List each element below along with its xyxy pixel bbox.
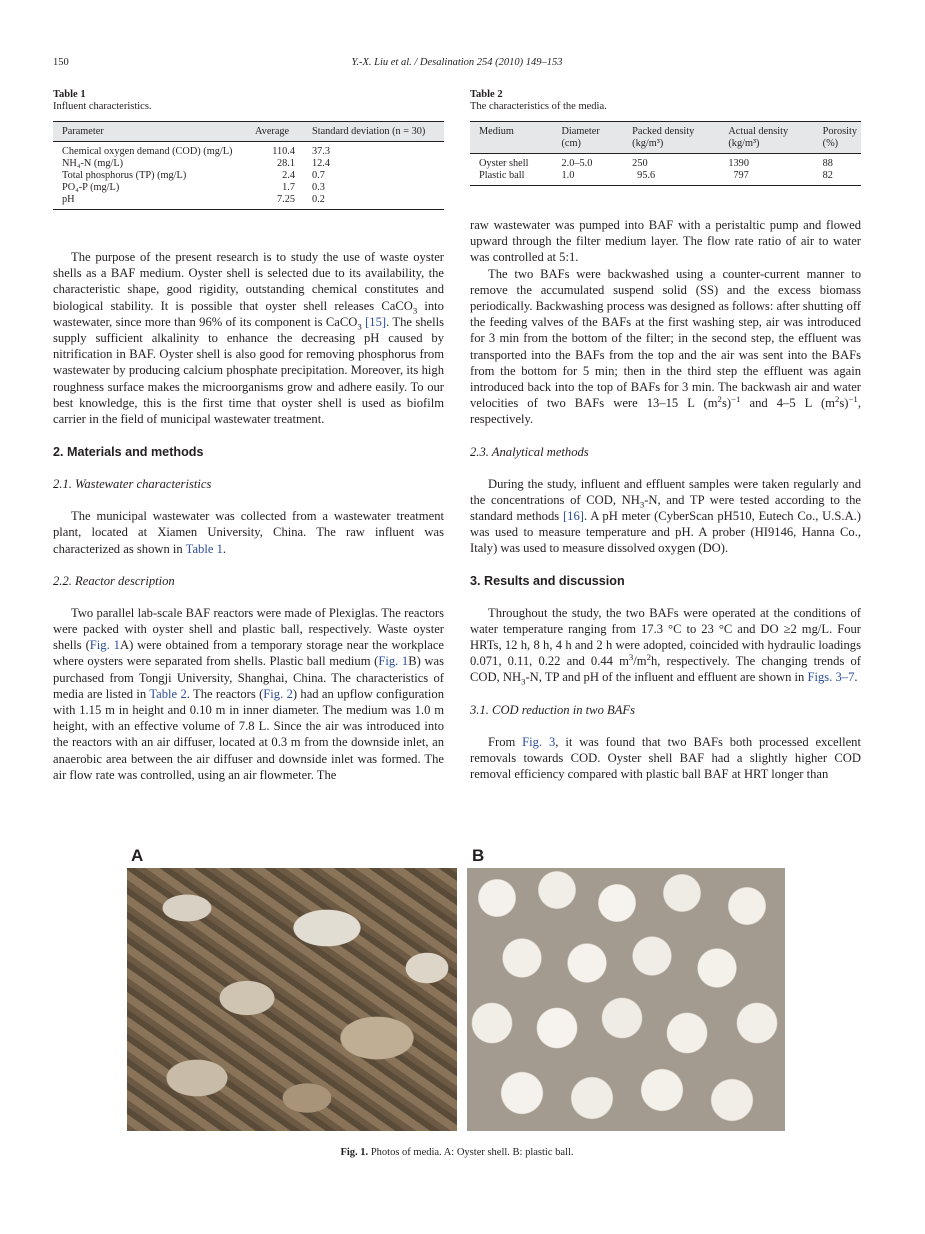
table2-col-medium [470,122,552,154]
table-cell: 250 [632,158,648,169]
text-run: A) were obtained from a temporary storage near the workplace where oysters were separated from shells. Plastic ball medium ( [53,638,444,669]
table1-header-row [53,122,444,142]
table-row [470,170,861,186]
superscript: 2 [717,394,722,405]
header-text: Diameter [561,126,600,137]
text-run: h, respectively. The changing trends of COD, NH [470,654,861,685]
text-run: The purpose of the present research is to study the use of waste oyster shells as a BAF medium. Oyster shell is selected due to its availability, the characteristic shape, good rigidity, outstanding chemical constitutes and biological stability. It is possible that oyster shell releases CaCO [53,250,444,313]
table1-col-average: Average [246,122,303,142]
table2-title: The characteristics of the media. [470,101,607,112]
table2-col-diameter [552,122,623,154]
text-run: The municipal wastewater was collected from a wastewater treatment plant, located at Xiamen University, China. The raw influent was characterized as shown in [53,509,444,556]
table-cell: 82 [814,170,861,186]
table-cell: NH₄-N (mg/L) [62,158,124,169]
running-title: Y.-X. Liu et al. / Desalination 254 (2010) 149–153 [351,57,563,68]
table2-header-row [470,122,861,154]
page-header [53,57,861,71]
table-cell: Chemical oxygen demand (COD) (mg/L) [62,146,233,157]
text-run: -N, and TP were tested according to the standard methods [470,492,861,524]
table-row [53,158,444,170]
subsection-heading-2-2: 2.2. Reactor description [53,573,175,588]
panel-label-b: B [472,846,485,865]
table-cell: 1390 [728,158,749,169]
header-text: Actual density [728,126,789,137]
table1-title: Influent characteristics. [53,101,152,112]
table1-col-parameter: Parameter [53,122,246,142]
subscript: 3 [639,499,645,510]
paragraph-3-1 [470,734,861,783]
table-cell: 2.0–5.0 [561,158,593,169]
table2-label: Table 2 [470,89,503,100]
table-row [53,142,444,159]
text-run: s) [839,396,849,411]
paragraph-2-1 [53,508,444,557]
superscript: 3 [628,652,634,663]
text-run: ) had an upflow configuration with 1.15 m in height and 0.10 m in inner diameter. The medium was 1.0 m height, with an effective volume of 7.8 L. Since the air was introduced into the reactors with an air diffuser, located at 0.3 m from the downside inlet, an anaerobic area between the air diffuser and downside inlet was formed. The air flow rate was controlled, using an air flowmeter. The [53,686,444,782]
header-unit: (kg/m³) [728,138,760,149]
text-run: /m [633,654,647,669]
superscript: −1 [731,394,741,405]
intro-paragraph [53,249,444,427]
table-cell: 28.1 [276,158,295,169]
text-run: -N, TP and pH of the influent and effluent are shown in [525,670,808,685]
subsection-heading-3-1: 3.1. COD reduction in two BAFs [470,702,635,717]
subsection-heading-2-1: 2.1. Wastewater characteristics [53,477,212,492]
table-cell: 797 [719,170,813,186]
subscript: 3 [357,321,362,332]
fig1-link[interactable]: Fig. 1 [89,638,120,653]
oyster-shell-photo [127,868,457,1131]
header-text: Medium [479,126,514,137]
text-run: Throughout the study, the two BAFs were operated at the conditions of water temperature ranging from 17.3 °C to 23 °C and DO ≥2 mg/L. Four HRTs, 12 h, 8 h, 4 h and 2 h were adopted, coincided with hydraulic loadings 0.071, 0.11, 0.22 and 0.44 m [470,605,861,669]
subsection-heading-2-3: 2.3. Analytical methods [470,444,589,459]
text-run: and 4–5 L (m [740,396,835,411]
table-cell: 95.6 [623,170,719,186]
table-cell: 0.3 [312,182,325,193]
table-cell: 7.25 [246,194,303,210]
text-run: , it was found that two BAFs both processed excellent removals towards COD. Oyster shell BAF had a slightly higher COD removal efficiency compared with plastic ball BAF at HRT longer than [470,734,861,782]
text-run: . A pH meter (CyberScan pH510, Eutech Co., U.S.A.) was used to measure temperature and pH. A prober (HI9146, Hanna Co., Italy) was used to measure dissolved oxygen (DO). [470,509,862,556]
table1-col-sd: Standard deviation (n = 30) [303,122,444,142]
table-cell: 37.3 [312,146,331,157]
table-cell: 88 [822,158,833,169]
table2-col-porosity [814,122,861,154]
section-heading-3: 3. Results and discussion [470,573,625,588]
table2-caption [470,89,861,113]
superscript: 2 [646,652,651,663]
table-row [53,182,444,194]
superscript: 2 [834,394,840,405]
text-run: During the study, influent and effluent samples were taken regularly and the concentrations of COD, NH [470,476,861,507]
fig1b-link[interactable]: Fig. 1 [378,654,409,669]
text-run: . The shells supply sufficient alkalinity to enhance the decreasing pH caused by nitrification in BAF. Oyster shell is also good for removing phosphorus from wastewater by producing calcium phosphate precipitation. Moreover, its high roughness surface makes the microorganisms grow and adhere easily. To our best knowledge, this is the first time that oyster shell is used as biofilm carrier in the field of municipal wastewater treatment. [53,314,445,427]
paragraph-2-3 [470,476,861,557]
table1-block [53,89,444,210]
table-cell: 0.7 [312,170,325,181]
figure-1 [127,846,785,1131]
table1-caption [53,89,444,113]
table1 [53,121,444,210]
text-run: , respectively. [470,396,861,427]
table-cell: Total phosphorus (TP) (mg/L) [62,170,187,181]
table-cell: Plastic ball [470,170,552,186]
caption-text: Photos of media. A: Oyster shell. B: plastic ball. [368,1147,574,1158]
table-row [470,154,861,171]
text-run: From [488,734,523,749]
table2-col-packed [623,122,719,154]
header-text: Packed density [632,126,695,137]
text-run: . The reactors ( [186,686,264,701]
section-heading-2: 2. Materials and methods [53,445,204,460]
left-column [53,249,444,783]
table-cell: 0.2 [303,194,444,210]
table2-link[interactable]: Table 2 [149,686,187,701]
table-cell: 12.4 [312,158,331,169]
text-run: s) [721,396,732,411]
table1-link[interactable]: Table 1 [185,541,223,556]
page-number: 150 [53,57,69,68]
paragraph-3 [470,605,861,686]
table-cell: 110.4 [272,146,295,157]
table1-label: Table 1 [53,89,86,100]
header-unit: (kg/m³) [632,138,664,149]
table-cell: 1.0 [552,170,623,186]
header-unit: (%) [822,138,839,149]
header-text: Porosity [822,126,857,137]
panel-label-a: A [131,846,144,865]
fig3-link[interactable]: Fig. 3 [522,734,556,749]
reference-link-15[interactable]: [15] [365,314,387,329]
subscript: 3 [412,305,418,316]
text-run: into wastewater, since more than 96% of its component is CaCO [53,298,444,329]
superscript: −1 [848,394,858,405]
header-unit: (cm) [561,138,581,149]
table2-col-actual [719,122,813,154]
table2 [470,121,861,186]
reference-link-16[interactable]: [16] [562,509,584,524]
paragraph-2-2 [53,605,444,783]
table-cell: 1.7 [282,182,295,193]
table-cell: pH [53,194,246,210]
table2-block [470,89,861,186]
text-run: B) was purchased from Tongji University, Shanghai, China. The characteristics of media are listed in [53,654,444,701]
backwash-paragraph [470,266,861,428]
text-run: . [222,541,227,556]
caption-label: Fig. 1. [340,1147,369,1158]
figure-1-caption [53,1147,861,1158]
fig2-link[interactable]: Fig. 2 [263,686,293,701]
text-run: . [854,670,858,685]
plastic-ball-photo [467,868,785,1131]
text-run: The two BAFs were backwashed using a counter-current manner to remove the accumulated suspend solid (SS) and the excess biomass periodically. Backwashing process was designed as follows: after shutting off the feeding valves of the BAFs at the first washing step, air was introduced for 3 min from the bottom of the filter; in the second step, the effluent was transported into the BAFs from the top and the air was sent into the BAFs from the bottom for 5 min; then in the third step the effluent was again introduced back into the top of BAFs for 3 min. The backwash air and water velocities of two BAFs were 13–15 L (m [470,266,861,411]
continued-paragraph: raw wastewater was pumped into BAF with a peristaltic pump and flowed upward through the filter medium layer. The flow rate ratio of air to water was controlled at 5:1. [470,218,861,265]
text-run: Two parallel lab-scale BAF reactors were made of Plexiglas. The reactors were packed with oyster shell and plastic ball, respectively. Waste oyster shells ( [53,605,444,653]
table-cell: PO₄-P (mg/L) [62,182,120,193]
right-column [470,217,861,782]
table-cell: 2.4 [282,170,295,181]
table-row [53,170,444,182]
table-row [53,194,444,210]
figs3-7-link[interactable]: Figs. 3–7 [807,670,855,685]
subscript: 3 [521,676,526,687]
table-cell: Oyster shell [479,158,529,169]
